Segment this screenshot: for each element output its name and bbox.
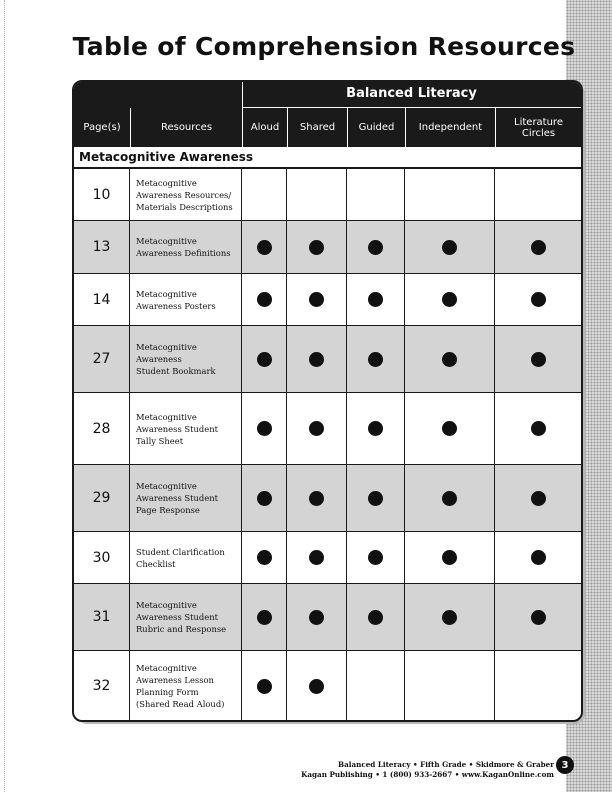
mark-cell-independent	[405, 651, 495, 721]
mark-cell-aloud	[242, 651, 287, 721]
header-literature-circles: Literature Circles	[495, 108, 581, 147]
filled-dot-icon	[531, 610, 546, 625]
mark-cell-aloud	[242, 393, 287, 464]
mark-cell-independent	[405, 221, 495, 273]
resource-cell	[130, 465, 242, 531]
mark-cell-shared	[287, 169, 347, 220]
footer-line-1: Balanced Literacy • Fifth Grade • Skidmore & Graber	[338, 760, 554, 769]
page-number-cell: 29	[74, 465, 130, 531]
mark-cell-aloud	[242, 465, 287, 531]
page-number-cell: 27	[74, 326, 130, 392]
mark-cell-guided	[347, 221, 405, 273]
mark-cell-shared	[287, 393, 347, 464]
resource-line: Metacognitive	[136, 481, 197, 491]
resource-line: Awareness	[136, 354, 182, 364]
page-number-cell: 10	[74, 169, 130, 220]
mark-cell-independent	[405, 465, 495, 531]
footer-line-2: Kagan Publishing • 1 (800) 933-2667 • www.KaganOnline.com	[301, 770, 554, 779]
table-row	[74, 651, 581, 722]
resource-line: Planning Form	[136, 687, 199, 697]
table-row	[74, 274, 581, 326]
resource-cell	[130, 221, 242, 273]
mark-cell-aloud	[242, 274, 287, 325]
filled-dot-icon	[368, 610, 383, 625]
column-header-row	[74, 108, 581, 147]
mark-cell-shared	[287, 274, 347, 325]
filled-dot-icon	[531, 352, 546, 367]
filled-dot-icon	[531, 491, 546, 506]
table-row	[74, 221, 581, 274]
resource-cell	[130, 274, 242, 325]
filled-dot-icon	[442, 421, 457, 436]
resource-line: Metacognitive	[136, 342, 197, 352]
mark-cell-guided	[347, 584, 405, 650]
mark-cell-literature-circles	[495, 465, 581, 531]
filled-dot-icon	[368, 292, 383, 307]
resource-cell	[130, 532, 242, 583]
filled-dot-icon	[442, 352, 457, 367]
filled-dot-icon	[257, 292, 272, 307]
resource-text	[136, 662, 224, 710]
table-row	[74, 584, 581, 651]
resource-line: Materials Descriptions	[136, 201, 233, 212]
mark-cell-independent	[405, 274, 495, 325]
resource-line: Awareness Student	[136, 612, 218, 622]
mark-cell-shared	[287, 584, 347, 650]
filled-dot-icon	[442, 292, 457, 307]
table-row	[74, 326, 581, 393]
mark-cell-guided	[347, 393, 405, 464]
resource-line: (Shared Read Aloud)	[136, 699, 225, 709]
filled-dot-icon	[257, 610, 272, 625]
filled-dot-icon	[442, 610, 457, 625]
resource-text	[136, 177, 233, 213]
resource-line: Awareness Definitions	[136, 248, 231, 258]
resource-line: Metacognitive	[136, 663, 197, 673]
mark-cell-aloud	[242, 326, 287, 392]
mark-cell-literature-circles	[495, 274, 581, 325]
page-number-cell: 28	[74, 393, 130, 464]
resource-line: Awareness Student	[136, 493, 218, 503]
filled-dot-icon	[257, 679, 272, 694]
header-resources: Resources	[130, 108, 242, 147]
filled-dot-icon	[309, 491, 324, 506]
mark-cell-independent	[405, 584, 495, 650]
filled-dot-icon	[531, 292, 546, 307]
header-aloud: Aloud	[242, 108, 287, 147]
resource-line: Student Clarification	[136, 546, 225, 557]
resource-text	[136, 599, 226, 635]
mark-cell-aloud	[242, 532, 287, 583]
mark-cell-guided	[347, 169, 405, 220]
filled-dot-icon	[257, 240, 272, 255]
resource-line: Metacognitive	[136, 177, 197, 188]
filled-dot-icon	[442, 240, 457, 255]
filled-dot-icon	[368, 240, 383, 255]
filled-dot-icon	[257, 550, 272, 565]
resource-text	[136, 411, 218, 447]
mark-cell-independent	[405, 326, 495, 392]
mark-cell-independent	[405, 532, 495, 583]
table-row	[74, 393, 581, 465]
mark-cell-shared	[287, 221, 347, 273]
mark-cell-independent	[405, 393, 495, 464]
section-header-row	[74, 147, 581, 169]
page-number-cell: 30	[74, 532, 130, 583]
mark-cell-guided	[347, 651, 405, 721]
filled-dot-icon	[257, 352, 272, 367]
filled-dot-icon	[368, 491, 383, 506]
filled-dot-icon	[257, 491, 272, 506]
filled-dot-icon	[309, 352, 324, 367]
page-number: 3	[556, 756, 574, 774]
mark-cell-shared	[287, 651, 347, 721]
resource-line: Awareness Student	[136, 423, 218, 434]
resource-text	[136, 235, 231, 259]
header-independent: Independent	[405, 108, 495, 147]
filled-dot-icon	[309, 292, 324, 307]
mark-cell-aloud	[242, 169, 287, 220]
mark-cell-shared	[287, 326, 347, 392]
mark-cell-shared	[287, 532, 347, 583]
mark-cell-literature-circles	[495, 221, 581, 273]
mark-cell-aloud	[242, 221, 287, 273]
filled-dot-icon	[309, 679, 324, 694]
mark-cell-guided	[347, 326, 405, 392]
mark-cell-literature-circles	[495, 584, 581, 650]
group-header-band	[74, 82, 581, 108]
mark-cell-literature-circles	[495, 326, 581, 392]
table-row	[74, 169, 581, 221]
resources-table	[72, 80, 583, 722]
filled-dot-icon	[309, 421, 324, 436]
resource-cell	[130, 584, 242, 650]
resource-line: Awareness Posters	[136, 300, 216, 311]
resource-line: Metacognitive	[136, 236, 197, 246]
header-pages: Page(s)	[83, 122, 121, 133]
resource-line: Awareness Resources/	[136, 189, 232, 200]
resource-line: Checklist	[136, 558, 176, 569]
resource-text	[136, 480, 218, 516]
mark-cell-literature-circles	[495, 651, 581, 721]
resource-line: Page Response	[136, 505, 200, 515]
filled-dot-icon	[531, 240, 546, 255]
resource-line: Student Bookmark	[136, 366, 216, 376]
mark-cell-independent	[405, 169, 495, 220]
page-number-cell: 13	[74, 221, 130, 273]
filled-dot-icon	[368, 421, 383, 436]
mark-cell-shared	[287, 465, 347, 531]
table-row	[74, 532, 581, 584]
header-shared: Shared	[287, 108, 347, 147]
resource-text	[136, 546, 225, 570]
filled-dot-icon	[368, 550, 383, 565]
mark-cell-literature-circles	[495, 169, 581, 220]
resource-text	[136, 288, 216, 312]
resource-line: Metacognitive	[136, 600, 197, 610]
filled-dot-icon	[309, 610, 324, 625]
page-edge-left	[0, 0, 5, 792]
resource-line: Metacognitive	[136, 288, 197, 299]
resource-line: Tally Sheet	[136, 435, 184, 446]
resource-line: Awareness Lesson	[136, 675, 214, 685]
resource-text	[136, 341, 216, 377]
resource-line: Rubric and Response	[136, 624, 227, 634]
mark-cell-literature-circles	[495, 532, 581, 583]
filled-dot-icon	[531, 421, 546, 436]
filled-dot-icon	[368, 352, 383, 367]
filled-dot-icon	[309, 240, 324, 255]
page-footer	[301, 760, 554, 780]
resource-line: Metacognitive	[136, 411, 197, 422]
page-number-cell: 32	[74, 651, 130, 721]
page-number-cell: 31	[74, 584, 130, 650]
mark-cell-guided	[347, 465, 405, 531]
resource-cell	[130, 393, 242, 464]
resource-cell	[130, 326, 242, 392]
filled-dot-icon	[257, 421, 272, 436]
mark-cell-guided	[347, 532, 405, 583]
header-guided: Guided	[347, 108, 405, 147]
resource-cell	[130, 169, 242, 220]
page-number-cell: 14	[74, 274, 130, 325]
filled-dot-icon	[531, 550, 546, 565]
filled-dot-icon	[442, 491, 457, 506]
group-header-label: Balanced Literacy	[346, 86, 477, 101]
page-title: Table of Comprehension Resources	[72, 32, 576, 61]
mark-cell-aloud	[242, 584, 287, 650]
filled-dot-icon	[309, 550, 324, 565]
table-row	[74, 465, 581, 532]
section-label: Metacognitive Awareness	[79, 150, 253, 164]
resource-cell	[130, 651, 242, 721]
mark-cell-guided	[347, 274, 405, 325]
mark-cell-literature-circles	[495, 393, 581, 464]
filled-dot-icon	[442, 550, 457, 565]
